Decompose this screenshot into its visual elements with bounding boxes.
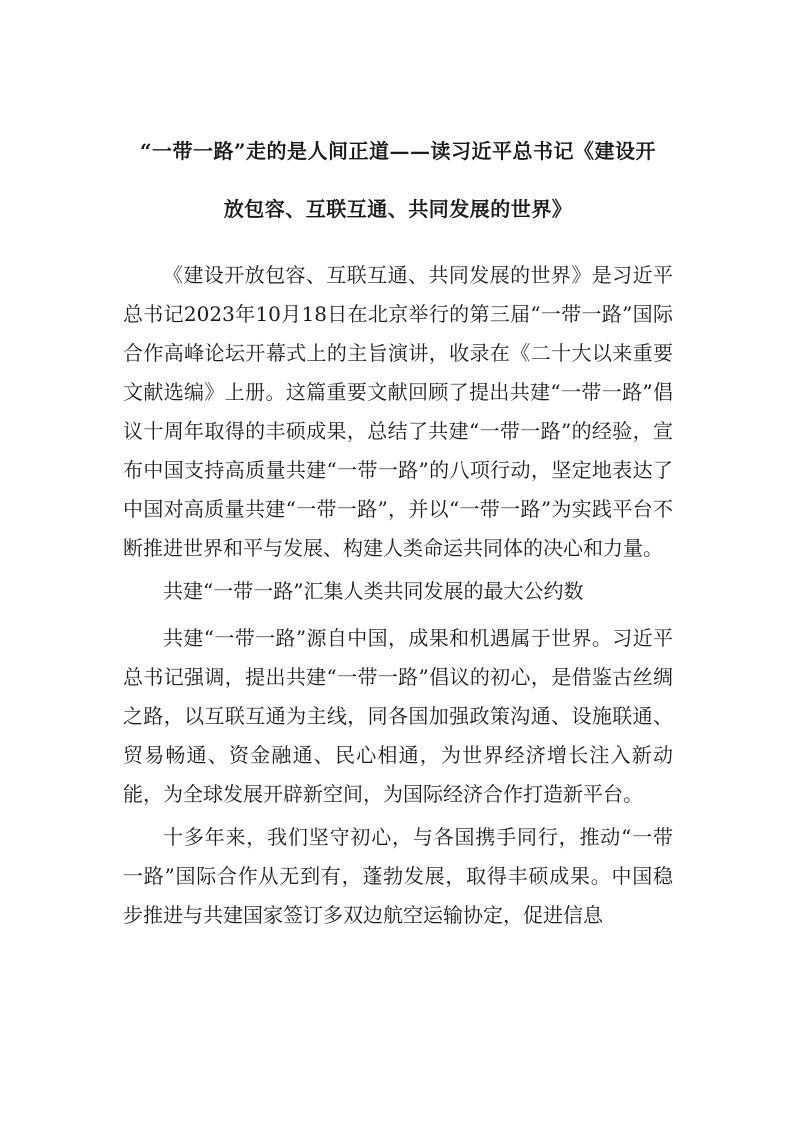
paragraph-decade: 十多年来，我们坚守初心，与各国携手同行，推动“一带一路”国际合作从无到有，蓬勃发展，取得丰硕成果。中国稳步推进与共建国家签订多双边航空运输协定，促进信息 xyxy=(123,825,673,927)
title-line-1: “一带一路”走的是人间正道——读习近平总书记《建设开 xyxy=(139,139,656,163)
title-line-2: 放包容、互联互通、共同发展的世界》 xyxy=(223,197,573,221)
document-page xyxy=(123,0,673,1122)
document-body xyxy=(123,256,673,935)
paragraph-origin: 共建“一带一路”源自中国，成果和机遇属于世界。习近平总书记强调，提出共建“一带一路”倡议的初心，是借鉴古丝绸之路，以互联互通为主线，同各国加强政策沟通、设施联通、贸易畅通、资金融通、民心相通，为世界经济增长注入新动能，为全球发展开辟新空间，为国际经济合作打造新平台。 xyxy=(123,626,673,806)
section-heading: 共建“一带一路”汇集人类共同发展的最大公约数 xyxy=(163,579,584,603)
document-title xyxy=(123,0,673,238)
paragraph-intro: 《建设开放包容、互联互通、共同发展的世界》是习近平总书记2023年10月18日在北京举行的第三届“一带一路”国际合作高峰论坛开幕式上的主旨演讲，收录在《二十大以来重要文献选编》上册。这篇重要文献回顾了提出共建“一带一路”倡议十周年取得的丰硕成果，总结了共建“一带一路”的经验，宣布中国支持高质量共建“一带一路”的八项行动，坚定地表达了中国对高质量共建“一带一路”，并以“一带一路”为实践平台不断推进世界和平与发展、构建人类命运共同体的决心和力量。 xyxy=(123,263,673,560)
